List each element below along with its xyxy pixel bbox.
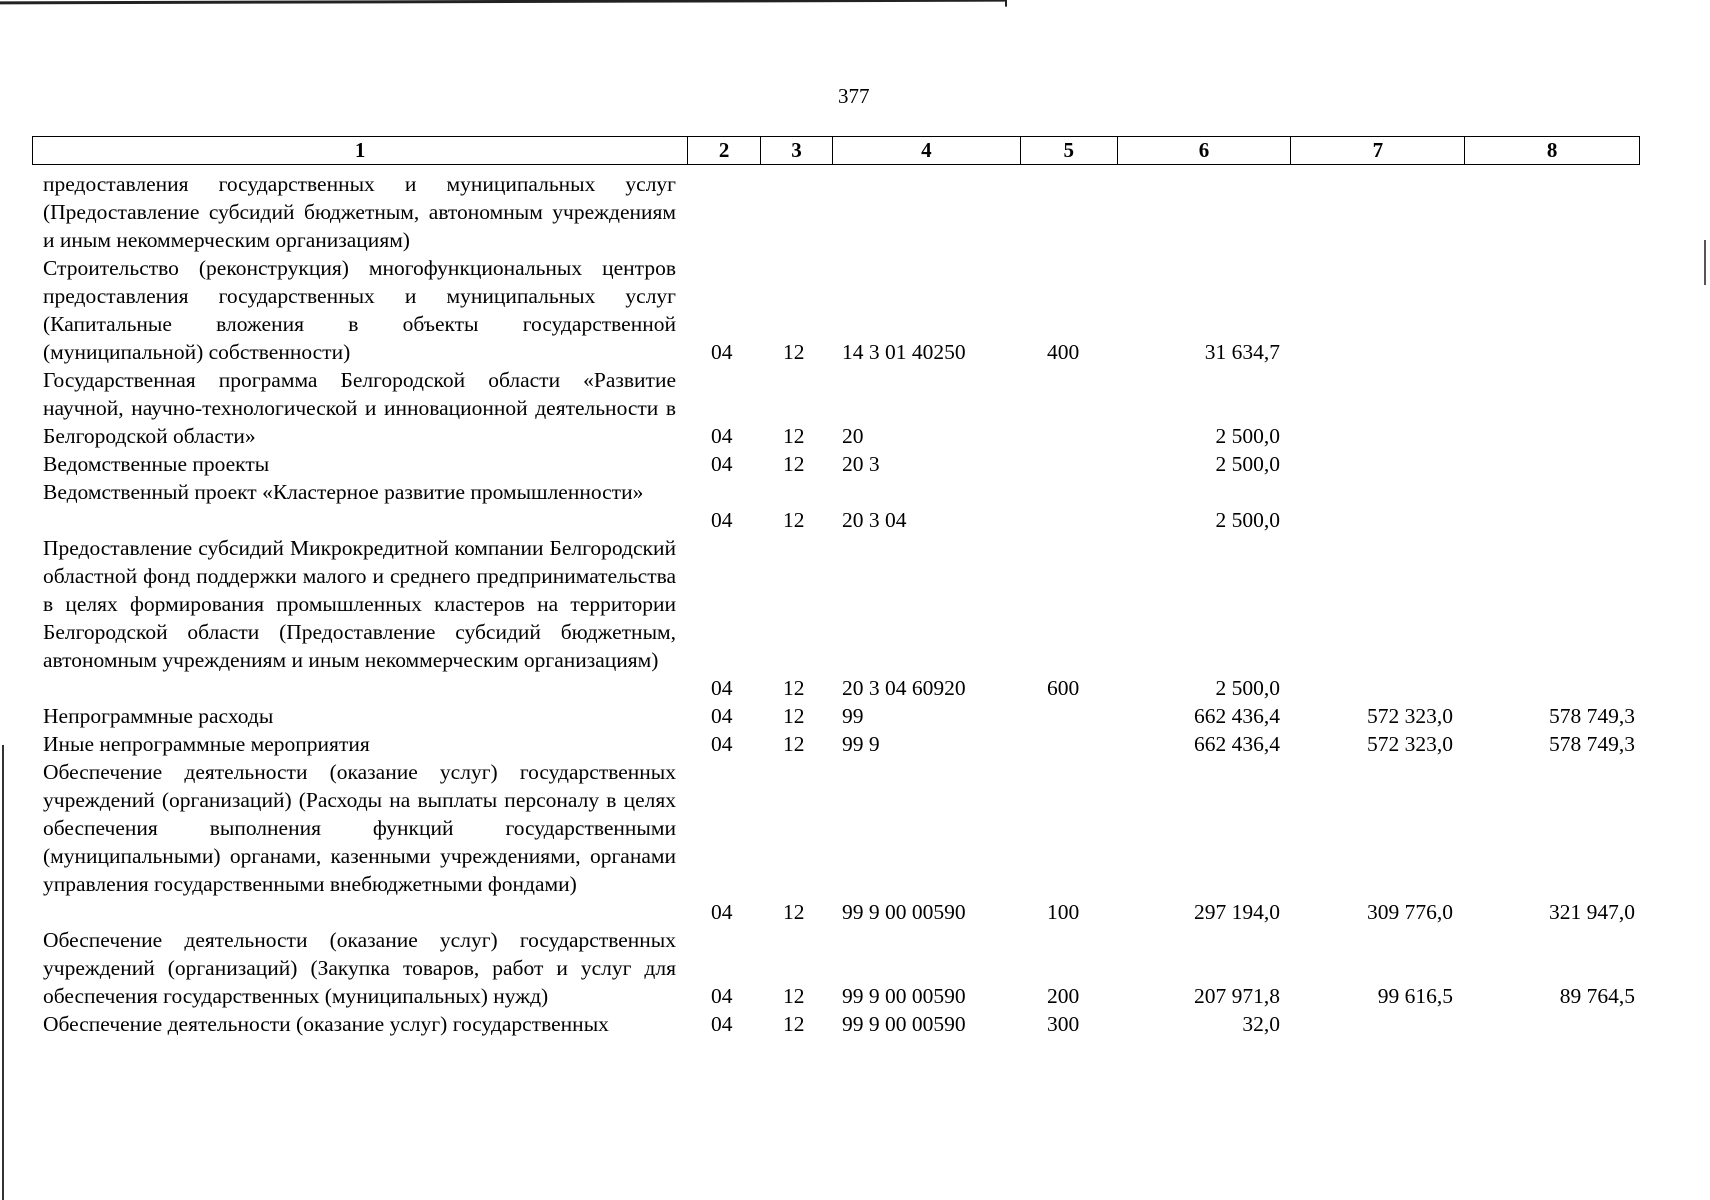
cell-year1: 2 500,0 xyxy=(1215,508,1280,532)
row-values xyxy=(0,506,1710,534)
cell-vr: 600 xyxy=(1047,676,1080,700)
row-values xyxy=(0,674,1710,702)
cell-rz: 04 xyxy=(711,508,733,532)
cell-year1: 207 971,8 xyxy=(1194,984,1280,1008)
cell-csr: 20 xyxy=(842,424,864,448)
cell-vr: 100 xyxy=(1047,900,1080,924)
row-values xyxy=(0,982,1710,1010)
cell-pr: 12 xyxy=(783,508,805,532)
row-values xyxy=(0,730,1710,758)
table-row xyxy=(0,730,1710,758)
header-col-7: 7 xyxy=(1291,137,1465,164)
cell-rz: 04 xyxy=(711,704,733,728)
table-row xyxy=(0,366,1710,450)
header-col-2: 2 xyxy=(688,137,761,164)
table-row xyxy=(0,1010,1710,1038)
cell-rz: 04 xyxy=(711,732,733,756)
table-row xyxy=(0,170,1710,254)
cell-year1: 2 500,0 xyxy=(1215,424,1280,448)
cell-pr: 12 xyxy=(783,1012,805,1036)
table-row xyxy=(0,926,1710,1010)
cell-year1: 2 500,0 xyxy=(1215,676,1280,700)
table-header xyxy=(32,136,1640,165)
row-description: Обеспечение деятельности (оказание услуг) государственных учреждений (организаций) (Расходы на выплаты персоналу в целях обеспечения выполнения функций государственными (муниципальными) органами, казенными учреждениями, органами управления государственными внебюджетными фондами) xyxy=(43,760,676,896)
row-description: Ведомственные проекты xyxy=(43,452,270,476)
table-row xyxy=(0,254,1710,366)
cell-vr: 200 xyxy=(1047,984,1080,1008)
cell-vr: 400 xyxy=(1047,340,1080,364)
cell-year3: 578 749,3 xyxy=(1549,732,1635,756)
row-description: Государственная программа Белгородской области «Развитие научной, научно-технологической и инновационной деятельности в Белгородской области» xyxy=(43,368,676,448)
cell-year1: 2 500,0 xyxy=(1215,452,1280,476)
row-description: предоставления государственных и муниципальных услуг (Предоставление субсидий бюджетным, автономным учреждениям и иным некоммерческим организациям) xyxy=(43,172,676,252)
cell-csr: 20 3 xyxy=(842,452,880,476)
row-description: Иные непрограммные мероприятия xyxy=(43,732,370,756)
row-description: Обеспечение деятельности (оказание услуг) государственных учреждений (организаций) (Закупка товаров, работ и услуг для обеспечения государственных (муниципальных) нужд) xyxy=(43,928,676,1008)
cell-year3: 89 764,5 xyxy=(1559,984,1635,1008)
cell-rz: 04 xyxy=(711,676,733,700)
scan-edge-top xyxy=(0,0,1007,9)
cell-year2: 99 616,5 xyxy=(1377,984,1453,1008)
cell-csr: 20 3 04 60920 xyxy=(842,676,966,700)
cell-rz: 04 xyxy=(711,452,733,476)
cell-pr: 12 xyxy=(783,452,805,476)
table-row xyxy=(0,478,1710,534)
header-col-6: 6 xyxy=(1118,137,1292,164)
row-values xyxy=(0,1010,1710,1038)
cell-csr: 14 3 01 40250 xyxy=(842,340,966,364)
table-row xyxy=(0,702,1710,730)
row-description: Непрограммные расходы xyxy=(43,704,274,728)
row-values xyxy=(0,338,1710,366)
cell-rz: 04 xyxy=(711,900,733,924)
cell-csr: 99 9 00 00590 xyxy=(842,900,966,924)
row-description: Обеспечение деятельности (оказание услуг) государственных xyxy=(43,1012,609,1036)
cell-year3: 578 749,3 xyxy=(1549,704,1635,728)
cell-year2: 572 323,0 xyxy=(1367,732,1453,756)
cell-year1: 662 436,4 xyxy=(1194,704,1280,728)
cell-year2: 309 776,0 xyxy=(1367,900,1453,924)
row-description: Предоставление субсидий Микрокредитной компании Белгородский областной фонд поддержки малого и среднего предпринимательства в целях формирования промышленных кластеров на территории Белгородской области (Предоставление субсидий бюджетным, автономным учреждениям и иным некоммерческим организациям) xyxy=(43,536,676,672)
cell-pr: 12 xyxy=(783,340,805,364)
header-col-5: 5 xyxy=(1021,137,1118,164)
cell-year1: 31 634,7 xyxy=(1204,340,1280,364)
cell-csr: 99 9 00 00590 xyxy=(842,1012,966,1036)
cell-year1: 297 194,0 xyxy=(1194,900,1280,924)
cell-vr: 300 xyxy=(1047,1012,1080,1036)
cell-pr: 12 xyxy=(783,424,805,448)
cell-year1: 662 436,4 xyxy=(1194,732,1280,756)
cell-pr: 12 xyxy=(783,676,805,700)
page-number: 377 xyxy=(838,84,870,108)
header-col-8: 8 xyxy=(1546,138,1558,162)
cell-rz: 04 xyxy=(711,340,733,364)
row-description: Ведомственный проект «Кластерное развитие промышленности» xyxy=(43,480,644,504)
cell-pr: 12 xyxy=(783,704,805,728)
cell-csr: 99 xyxy=(842,704,864,728)
cell-csr: 20 3 04 xyxy=(842,508,907,532)
cell-pr: 12 xyxy=(783,900,805,924)
cell-pr: 12 xyxy=(783,984,805,1008)
cell-year1: 32,0 xyxy=(1242,1012,1280,1036)
row-description: Строительство (реконструкция) многофункциональных центров предоставления государственных и муниципальных услуг (Капитальные вложения в объекты государственной (муниципальной) собственности) xyxy=(43,256,676,364)
row-values xyxy=(0,702,1710,730)
cell-rz: 04 xyxy=(711,1012,733,1036)
row-values xyxy=(0,422,1710,450)
header-col-3: 3 xyxy=(761,137,833,164)
cell-csr: 99 9 00 00590 xyxy=(842,984,966,1008)
row-values xyxy=(0,450,1710,478)
table-row xyxy=(0,534,1710,702)
cell-csr: 99 9 xyxy=(842,732,880,756)
cell-year2: 572 323,0 xyxy=(1367,704,1453,728)
table-row xyxy=(0,758,1710,926)
cell-year3: 321 947,0 xyxy=(1549,900,1635,924)
table-row xyxy=(0,450,1710,478)
cell-pr: 12 xyxy=(783,732,805,756)
header-col-4: 4 xyxy=(833,137,1021,164)
cell-rz: 04 xyxy=(711,984,733,1008)
row-values xyxy=(0,898,1710,926)
cell-rz: 04 xyxy=(711,424,733,448)
header-col-1: 1 xyxy=(33,137,688,164)
